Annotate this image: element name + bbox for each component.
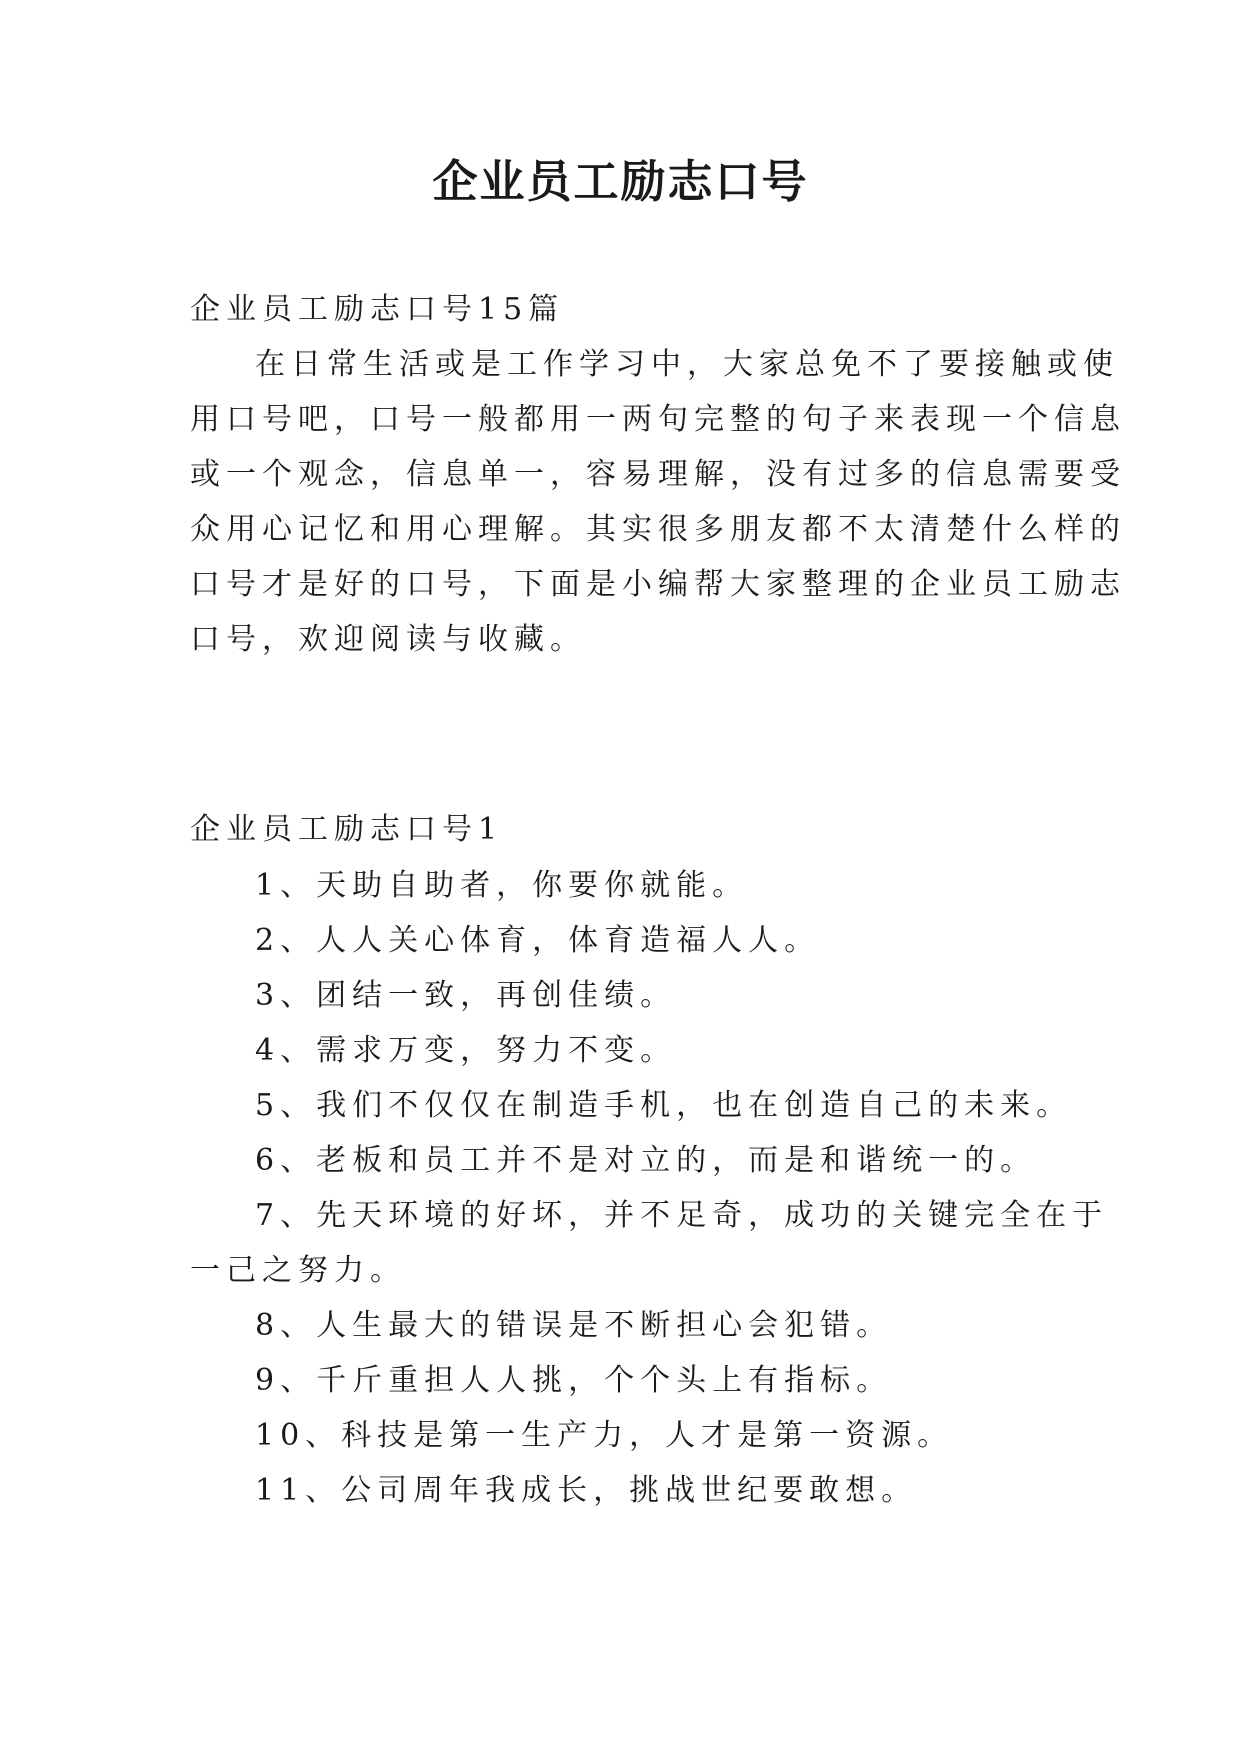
slogan-item: 5、我们不仅仅在制造手机，也在创造自己的未来。 xyxy=(255,1088,1073,1123)
slogan-item-continuation: 一己之努力。 xyxy=(190,1253,406,1288)
slogan-item: 1、天助自助者，你要你就能。 xyxy=(255,868,749,903)
slogan-item: 6、老板和员工并不是对立的，而是和谐统一的。 xyxy=(255,1143,1037,1178)
intro-line: 口号，欢迎阅读与收藏。 xyxy=(190,622,586,657)
slogan-item: 11、公司周年我成长，挑战世纪要敢想。 xyxy=(255,1473,918,1508)
intro-line: 众用心记忆和用心理解。其实很多朋友都不太清楚什么样的 xyxy=(190,512,1126,547)
slogan-item: 3、团结一致，再创佳绩。 xyxy=(255,978,677,1013)
slogan-item: 8、人生最大的错误是不断担心会犯错。 xyxy=(255,1308,893,1343)
slogan-item: 9、千斤重担人人挑，个个头上有指标。 xyxy=(255,1363,893,1398)
slogan-item: 4、需求万变，努力不变。 xyxy=(255,1033,677,1068)
intro-line: 或一个观念，信息单一，容易理解，没有过多的信息需要受 xyxy=(190,457,1126,492)
slogan-item: 7、先天环境的好坏，并不足奇，成功的关键完全在于 xyxy=(255,1198,1109,1233)
slogan-item: 2、人人关心体育，体育造福人人。 xyxy=(255,923,821,958)
page-title: 企业员工励志口号 xyxy=(432,155,809,208)
section-heading: 企业员工励志口号1 xyxy=(190,812,504,847)
intro-line: 用口号吧，口号一般都用一两句完整的句子来表现一个信息 xyxy=(190,402,1126,437)
intro-line: 在日常生活或是工作学习中，大家总免不了要接触或使 xyxy=(255,347,1119,382)
doc-subtitle: 企业员工励志口号15篇 xyxy=(190,292,565,327)
slogan-item: 10、科技是第一生产力，人才是第一资源。 xyxy=(255,1418,954,1453)
intro-line: 口号才是好的口号，下面是小编帮大家整理的企业员工励志 xyxy=(190,567,1126,602)
